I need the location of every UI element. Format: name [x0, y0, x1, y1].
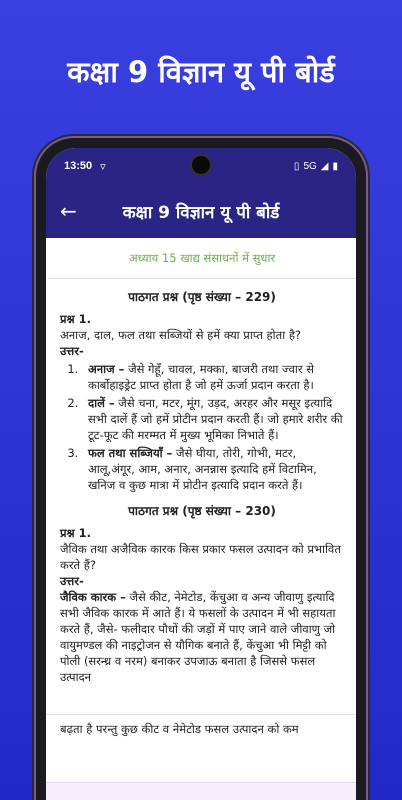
question-text: जैविक तथा अजैविक कारक किस प्रकार फसल उत्पादन को प्रभावित करते हैं? [60, 542, 341, 572]
section-heading: पाठगत प्रश्न (पृष्ठ संख्या – 229) [128, 290, 276, 304]
status-time: 13:50 [64, 160, 93, 172]
vibrate-icon: ▯ [293, 160, 300, 172]
answer-label: उत्तर- [60, 574, 84, 588]
location-icon: ▿ [100, 160, 106, 173]
item-text: जैसे घीया, तोरी, गोभी, मटर, आलू,अंगूर, आम, अनार, अनन्नास इत्यादि हमें विटामिन, खनिज व कुछ मात्रा में प्रोटीन इत्यादि प्रदान करते हैं। [88, 446, 317, 492]
list-item [82, 395, 344, 443]
item-term: फल तथा सब्जियाँ – [88, 446, 173, 460]
app-bar [46, 184, 356, 238]
answer-paragraph [60, 589, 344, 685]
promo-title: कक्षा 9 विज्ञान यू पी बोर्ड [67, 55, 335, 89]
item-text: जैसे गेहूँ, चावल, मक्का, बाजरी तथा ज्वार से कार्बोहाइड्रेट प्राप्त होता है जो हमें ऊर्जा प्रदान करता है। [88, 362, 315, 392]
chapter-title[interactable]: अध्याय 15 खाद्य संसाधनों में सुधार [128, 251, 276, 265]
list-item [82, 445, 344, 493]
question-label: प्रश्न 1. [60, 312, 92, 326]
back-arrow-icon[interactable]: ← [60, 199, 77, 223]
phone-screen [46, 148, 356, 800]
item-term: अनाज – [88, 362, 125, 376]
battery-icon: ▮ [332, 160, 338, 172]
question-label: प्रश्न 1. [60, 526, 92, 540]
item-text: जैसे चना, मटर, मूंग, उड़द, अरहर और मसूर इत्यादि सभी दालें हैं जो हमें प्रोटीन प्रदान करती हैं। जो हमारे शरीर की टूट-फूट की मरम्मत में मुख्य भूमिका निभाते हैं। [88, 396, 343, 442]
divider [48, 278, 356, 279]
answer-list [60, 361, 344, 493]
content-area[interactable] [46, 238, 356, 685]
item-term: दालें – [88, 396, 115, 410]
front-camera [192, 156, 210, 174]
list-item [82, 361, 344, 393]
app-title: कक्षा 9 विज्ञान यू पी बोर्ड [122, 202, 280, 223]
signal-icon: ◢ [320, 160, 329, 172]
continued-text: बढ़ता है परन्तु कुछ कीट व नेमेटोड फसल उत्पादन को कम [46, 714, 356, 737]
answer-text: जैसे कीट, नेमेटोड, केंचुआ व अन्य जीवाणु इत्यादि सभी जैविक कारक में आते हैं। ये फसलों के उत्पादन में भी सहायता करते हैं, जैसे- फलीदार पौधों की जड़ों में पाए जाने वाले जीवाणु जो वायुमण्डल की नाइट्रोजन से यौगिक बनाते हैं, केंचुआ भी मिट्टी को पोली (सरन्ध्र व नरम) बनाकर उपजाऊ बनाता है जिससे फसल उत्पादन [60, 590, 336, 684]
network-type: 5G [303, 160, 317, 172]
question-text: अनाज, दाल, फल तथा सब्जियों से हमें क्या प्राप्त होता है? [60, 328, 302, 342]
answer-term: जैविक कारक – [60, 590, 126, 604]
navigation-bar [46, 782, 356, 800]
answer-label: उत्तर- [60, 344, 84, 358]
section-heading: पाठगत प्रश्न (पृष्ठ संख्या – 230) [128, 504, 276, 518]
phone-frame [36, 138, 366, 800]
status-bar [46, 148, 356, 184]
